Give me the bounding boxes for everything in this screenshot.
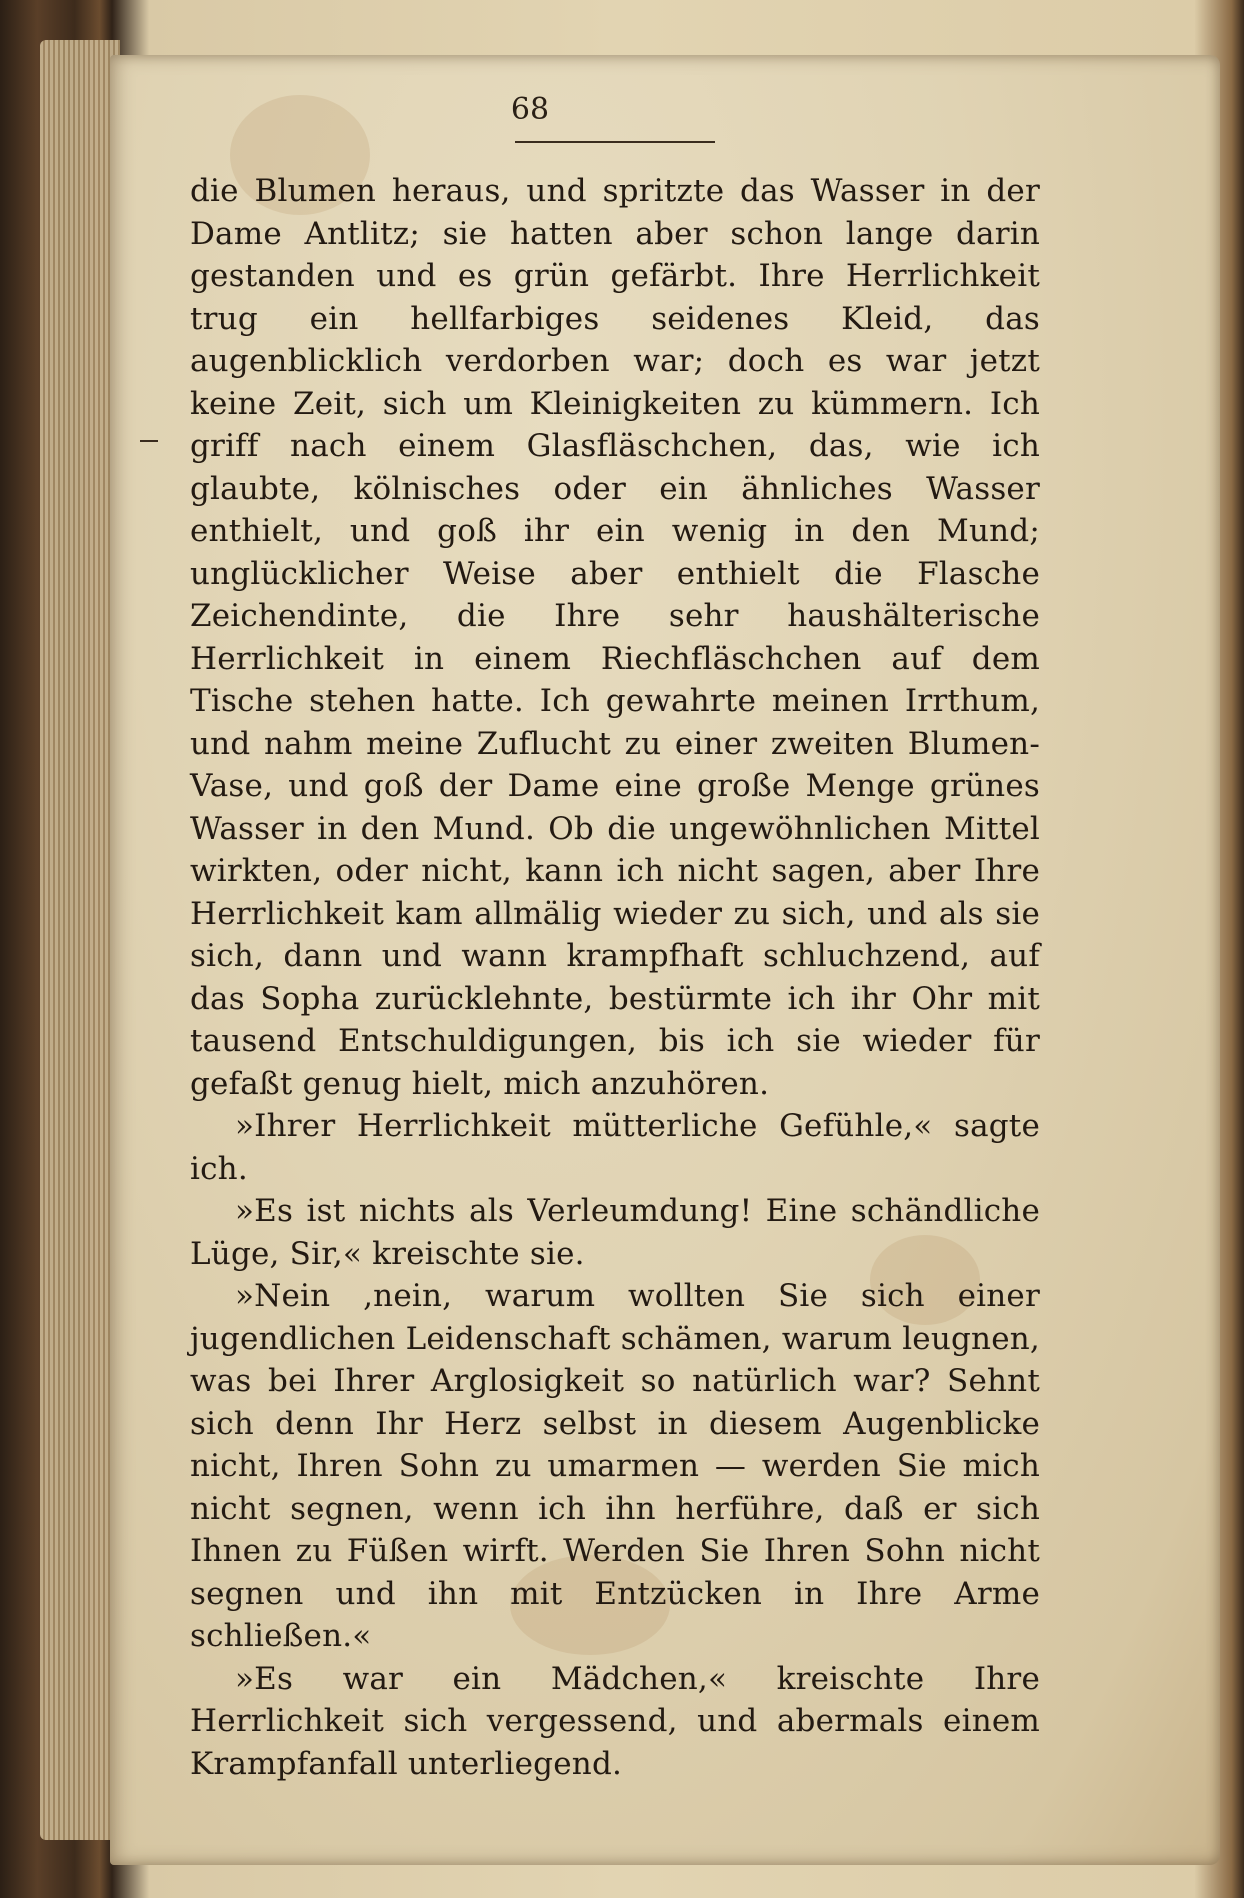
page-number: 68: [510, 92, 550, 127]
body-text: [190, 170, 1040, 1785]
page-edges: [40, 40, 120, 1840]
paragraph: »Es war ein Mädchen,« kreischte Ihre Herrlichkeit sich vergessend, und abermals einem Krampfanfall unterliegend.: [190, 1660, 1040, 1782]
header-rule: [515, 141, 715, 143]
margin-mark: [140, 440, 158, 442]
paragraph: »Nein ,nein, warum wollten Sie sich einer jugendlichen Leidenschaft schämen, warum leugnen, was bei Ihrer Arglosigkeit so natürlich war? Sehnt sich denn Ihr Herz selbst in diesem Augenblicke nicht, Ihren Sohn zu umarmen — werden Sie mich nicht segnen, wenn ich ihn herführe, daß er sich Ihnen zu Füßen wirft. Werden Sie Ihren Sohn nicht segnen und ihn mit Entzücken in Ihre Arme schließen.«: [190, 1278, 1040, 1654]
paragraph: »Ihrer Herrlichkeit mütterliche Gefühle,« sagte ich.: [190, 1108, 1040, 1187]
paragraph: »Es ist nichts als Verleumdung! Eine schändliche Lüge, Sir,« kreischte sie.: [190, 1193, 1040, 1272]
paragraph: die Blumen heraus, und spritzte das Wasser in der Dame Antlitz; sie hatten aber schon lange darin gestanden und es grün gefärbt. Ihre Herrlichkeit trug ein hellfarbiges seidenes Kleid, das augenblicklich verdorben war; doch es war jetzt keine Zeit, sich um Kleinigkeiten zu kümmern. Ich griff nach einem Glasfläschchen, das, wie ich glaubte, kölnisches oder ein ähnliches Wasser enthielt, und goß ihr ein wenig in den Mund; unglücklicher Weise aber enthielt die Flasche Zeichendinte, die Ihre sehr haushälterische Herrlichkeit in einem Riechfläschchen auf dem Tische stehen hatte. Ich gewahrte meinen Irrthum, und nahm meine Zuflucht zu einer zweiten Blumen-Vase, und goß der Dame eine große Menge grünes Wasser in den Mund. Ob die ungewöhnlichen Mittel wirkten, oder nicht, kann ich nicht sagen, aber Ihre Herrlichkeit kam allmälig wieder zu sich, und als sie sich, dann und wann krampfhaft schluchzend, auf das Sopha zurücklehnte, bestürmte ich ihr Ohr mit tausend Entschuldigungen, bis ich sie wieder für gefaßt genug hielt, mich anzuhören.: [190, 173, 1040, 1102]
